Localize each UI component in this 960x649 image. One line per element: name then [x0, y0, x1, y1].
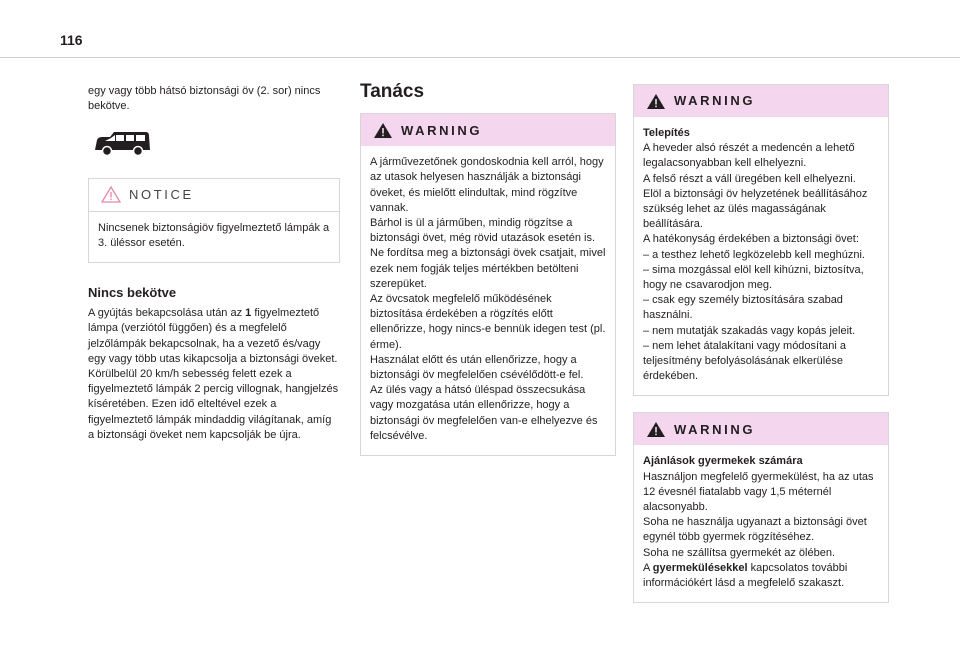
warning-line: Használjon megfelelő gyermekülést, ha az utas 12 évesnél fiatalabb vagy 1,5 méternél alacsonyabb. — [643, 470, 874, 514]
warning-line: A járművezetőnek gondoskodnia kell arról, hogy az utasok helyesen használják a biztonsági öveket, és mielőtt elindultak, mind rögzítve vannak. — [370, 156, 604, 214]
notice-header — [89, 179, 339, 212]
warning-header — [634, 413, 888, 445]
warning-label: WARNING — [401, 122, 483, 138]
car-icon — [92, 128, 152, 158]
page-number: 116 — [60, 32, 83, 48]
warning-line: Az ülés vagy a hátsó üléspad összecsukása vagy mozgatása után ellenőrizze, hogy a biztonsági öv megfelelően van-e elhelyezve és felcsévélve. — [370, 384, 598, 442]
warning-line: – nem mutatják szakadás vagy kopás jeleit. — [643, 324, 856, 337]
header-divider — [0, 57, 960, 58]
warning-line: Ne fordítsa meg a biztonsági övek csatjait, mivel ezek nem fogják teljes mértékben betölteni szerepüket. — [370, 247, 606, 290]
notice-label: NOTICE — [129, 187, 194, 202]
warning-label: WARNING — [674, 421, 756, 437]
warning-line: – a testhez lehető legközelebb kell meghúzni. — [643, 248, 865, 261]
warning-heading: Ajánlások gyermekek számára — [643, 455, 803, 468]
warning-body — [361, 146, 615, 455]
last-line-bold: gyermekülésekkel — [652, 561, 748, 574]
notice-text: Nincsenek biztonságiöv figyelmeztető lámpák a 3. üléssor esetén. — [98, 221, 330, 249]
column-middle — [360, 81, 616, 456]
warning-triangle-icon — [646, 93, 666, 110]
section-title: Nincs bekötve — [88, 285, 177, 301]
last-line-end: kapcsolatos további információkért lásd a megfelelő szakaszt. — [643, 561, 848, 590]
warning-triangle-icon — [373, 122, 393, 139]
warning-line: A heveder alsó részét a medencén a lehető legalacsonyabban kell elhelyezni. — [643, 142, 855, 170]
column-right — [633, 84, 889, 603]
last-line-start: A — [643, 561, 653, 574]
warning-line: – nem lehet átalakítani vagy módosítani a teljesítmény befolyásolásának elkerülése érdekében. — [643, 339, 847, 383]
warning-box-installation — [633, 84, 889, 396]
warning-line: Bárhol is ül a járműben, mindig rögzítse a biztonsági övet, még rövid utazások esetén is. — [370, 217, 596, 245]
intro-text: egy vagy több hátsó biztonsági öv (2. sor) nincs bekötve. — [88, 85, 321, 113]
warning-header — [634, 85, 888, 117]
page-title: Tanács — [360, 81, 425, 102]
warning-triangle-icon — [646, 421, 666, 438]
warning-line: A hatékonyság érdekében a biztonsági övet: — [643, 233, 859, 246]
warning-line: Az övcsatok megfelelő működésének biztosítása érdekében a rögzítés előtt ellenőrizze, hogy nincs-e bennük idegen test (pl. érme). — [370, 293, 606, 351]
warning-body — [634, 445, 888, 602]
paragraph-2: Körülbelül 20 km/h sebesség felett ezek a figyelmeztető lámpák 2 percig villognak, hangjelzés kíséretében. Ezen idő elteltével ezek a figyelmeztető lámpák mindaddig világítanak, amíg a biztonsági öveket nem kapcsolják be újra. — [88, 368, 339, 441]
warning-box-tanacs — [360, 113, 616, 456]
warning-header — [361, 114, 615, 146]
warning-line: Soha ne szállítsa gyermekét az ölében. — [643, 546, 836, 559]
paragraph-1-bold: 1 — [245, 307, 252, 320]
paragraph-1-start: A gyújtás bekapcsolása után az — [88, 307, 246, 320]
warning-line-last — [643, 561, 879, 591]
paragraph-1 — [88, 306, 340, 367]
warning-line: Soha ne használja ugyanazt a biztonsági övet egynél több gyermek rögzítéséhez. — [643, 516, 867, 544]
paragraph-1-end: figyelmeztető lámpa (verziótól függően) és a megfelelő jelzőlámpák bekapcsolnak, ha a vezető és/vagy egy vagy több utas kikapcsolja a biztonsági öveket. — [88, 307, 338, 365]
warning-line: – csak egy személy biztosítására szabad használni. — [643, 294, 843, 322]
warning-line: Elöl a biztonsági öv helyzetének beállításához szükség lehet az ülés magasságának beállítására. — [643, 187, 868, 231]
warning-line: Használat előtt és után ellenőrizze, hogy a biztonsági öv megfelelően csévélődött-e fel. — [370, 353, 584, 382]
notice-body — [89, 212, 339, 262]
warning-label: WARNING — [674, 93, 756, 109]
warning-line: – sima mozgással elöl kell kihúzni, biztosítva, hogy ne csavarodjon meg. — [643, 263, 864, 292]
warning-body — [634, 117, 888, 395]
notice-box — [88, 178, 340, 263]
warning-box-children — [633, 412, 889, 603]
warning-triangle-icon — [101, 186, 121, 203]
column-left — [88, 84, 340, 443]
warning-line: A felső részt a váll üregében kell elhelyezni. — [643, 172, 856, 185]
warning-heading: Telepítés — [643, 127, 690, 139]
